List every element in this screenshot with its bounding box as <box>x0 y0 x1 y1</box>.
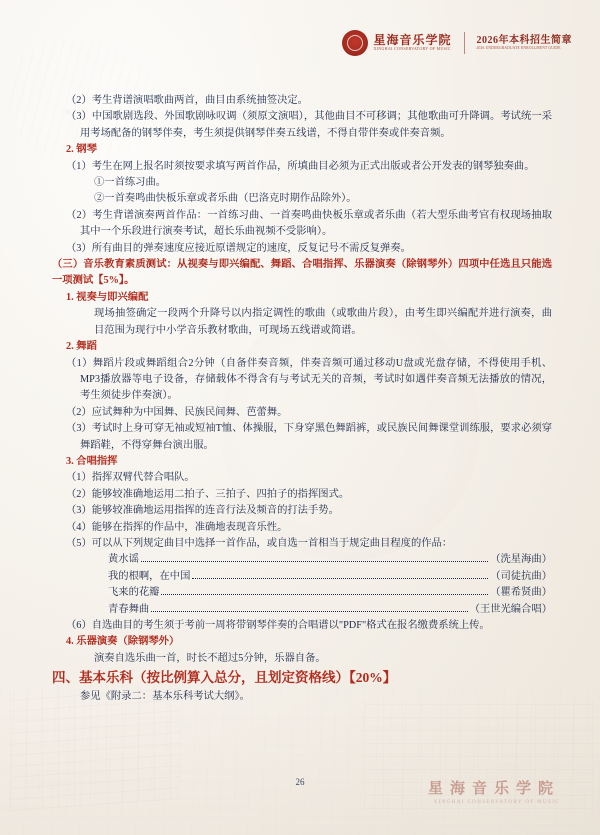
list-item <box>52 602 552 618</box>
song-composer: （洗星海曲） <box>490 554 552 566</box>
subsection-heading-dance: 2. 舞蹈 <box>66 341 97 353</box>
paragraph: （5）可以从下列规定曲目中选择一首作品，或自选一首相当于规定曲目程度的作品： <box>66 537 453 549</box>
song-list <box>52 552 552 618</box>
paragraph: （2）应试舞种为中国舞、民族民间舞、芭蕾舞。 <box>66 406 288 418</box>
institution-logo <box>342 30 451 56</box>
leader-dots <box>161 586 488 595</box>
song-title: 我的根啊，在中国 <box>108 570 191 582</box>
paper-texture-bottom <box>0 685 600 835</box>
subsection-heading-choral-conducting: 3. 合唱指挥 <box>66 455 118 467</box>
paragraph: （1）考生在网上报名时须按要求填写两首作品，所填曲目必须为正式出版或者公开发表的钢琴独奏曲。 <box>66 160 535 172</box>
leader-dots <box>192 570 488 579</box>
paragraph: （3）考试时上身可穿无袖或短袖T恤、体操服，下身穿黑色舞蹈裤，或民族民间舞课堂训练服，要求必须穿舞蹈鞋，不得穿舞台演出服。 <box>66 423 552 451</box>
chapter-heading-basic-music-theory: 四、基本乐科（按比例算入总分，且划定资格线）【20%】 <box>52 670 397 686</box>
section-heading-music-education: （三）音乐教育素质测试：从视奏与即兴编配、舞蹈、合唱指挥、乐器演奏（除钢琴外）四项中任选且只能选一项测试【5%】。 <box>52 259 552 287</box>
list-item <box>52 552 552 568</box>
document-body <box>52 93 552 706</box>
page-number: 26 <box>295 777 305 787</box>
emblem-icon <box>342 30 368 56</box>
header-divider <box>464 32 465 54</box>
paragraph: （3）能够较准确地运用指挥的连音行法及频音的打法手势。 <box>66 505 339 517</box>
paragraph: 现场抽签确定一段两个升降号以内指定调性的歌曲（或歌曲片段），由考生即兴编配并进行演奏，曲目范围为现行中小学音乐教材歌曲，可现场五线谱或简谱。 <box>94 308 552 336</box>
paragraph: 演奏自选乐曲一首，时长不超过5分钟，乐器自备。 <box>94 652 326 664</box>
footer-watermark <box>428 777 560 805</box>
song-composer: （瞿希贤曲） <box>490 587 552 599</box>
logo-name-cn: 星海音乐学院 <box>373 33 452 48</box>
paragraph: （6）自选曲目的考生须于考前一周将带钢琴伴奏的合唱谱以"PDF"格式在报名缴费系统上传。 <box>66 620 490 631</box>
paragraph: ①一首练习曲。 <box>94 177 167 189</box>
song-title: 飞来的花瓣 <box>108 587 160 599</box>
subsection-heading-piano: 2. 钢琴 <box>66 144 97 156</box>
paragraph: （2）考生背谱演奏两首作品：一首练习曲、一首奏鸣曲快板乐章或者乐曲（若大型乐曲考官有权现场抽取其中一个乐段进行演奏考试，超长乐曲视频不受影响）。 <box>66 209 552 238</box>
document-header <box>342 30 572 56</box>
paragraph: （3）中国歌剧选段、外国歌剧咏叹调（须原文演唱），其他曲目不可移调；其他歌曲可升降调。考试统一采用考场配备的钢琴伴奏，考生须提供钢琴伴奏五线谱，不得自带伴奏或伴奏音频。 <box>66 111 552 139</box>
leader-dots <box>141 553 488 562</box>
subsection-heading-sightreading: 1. 视奏与即兴编配 <box>66 291 149 303</box>
paragraph: （1）舞蹈片段或舞蹈组合2分钟（自备伴奏音频，伴奏音频可通过移动U盘或光盘存储，不得使用手机、MP3播放器等电子设备，存储载体不得含有与考试无关的音频，考试时如遇伴奏音频无法播放的情况，考生须徒步伴奏演）。 <box>66 357 552 402</box>
song-composer: （司徒抗曲） <box>490 570 552 582</box>
list-item <box>52 585 552 601</box>
song-composer: （王世光编合唱） <box>469 603 552 615</box>
paragraph: （2）能够较准确地运用二拍子、三拍子、四拍子的指挥图式。 <box>66 488 350 500</box>
song-title: 黄水谣 <box>108 554 139 566</box>
logo-name-en: XINGHAI CONSERVATORY OF MUSIC <box>373 45 451 51</box>
paragraph: （3）所有曲目的弹奏速度应接近原谱规定的速度，反复记号不需反复弹奏。 <box>66 242 411 254</box>
song-title: 青春舞曲 <box>108 603 150 615</box>
paragraph: （4）能够在指挥的作品中，准确地表现音乐性。 <box>66 521 288 533</box>
footer-watermark-cn: 星海音乐学院 <box>427 781 560 797</box>
paragraph: （2）考生背谱演唱歌曲两首，曲目由系统抽签决定。 <box>66 95 308 106</box>
leader-dots <box>151 603 467 612</box>
paragraph: ②一首奏鸣曲快板乐章或者乐曲（巴洛克时期作品除外）。 <box>94 193 357 205</box>
subsection-heading-instrument: 4. 乐器演奏（除钢琴外） <box>66 636 180 648</box>
paragraph: （1）指挥双臂代替合唱队。 <box>66 472 195 484</box>
paragraph: 参见《附录二：基本乐科考试大纲》。 <box>80 691 250 703</box>
footer-watermark-en: XINGHAI CONSERVATORY OF MUSIC <box>433 800 560 805</box>
header-title-en: 2026 UNDERGRADUATE ENROLLMENT GUIDE <box>476 46 561 51</box>
list-item <box>52 569 552 585</box>
header-title-cn: 2026年本科招生简章 <box>476 35 572 47</box>
